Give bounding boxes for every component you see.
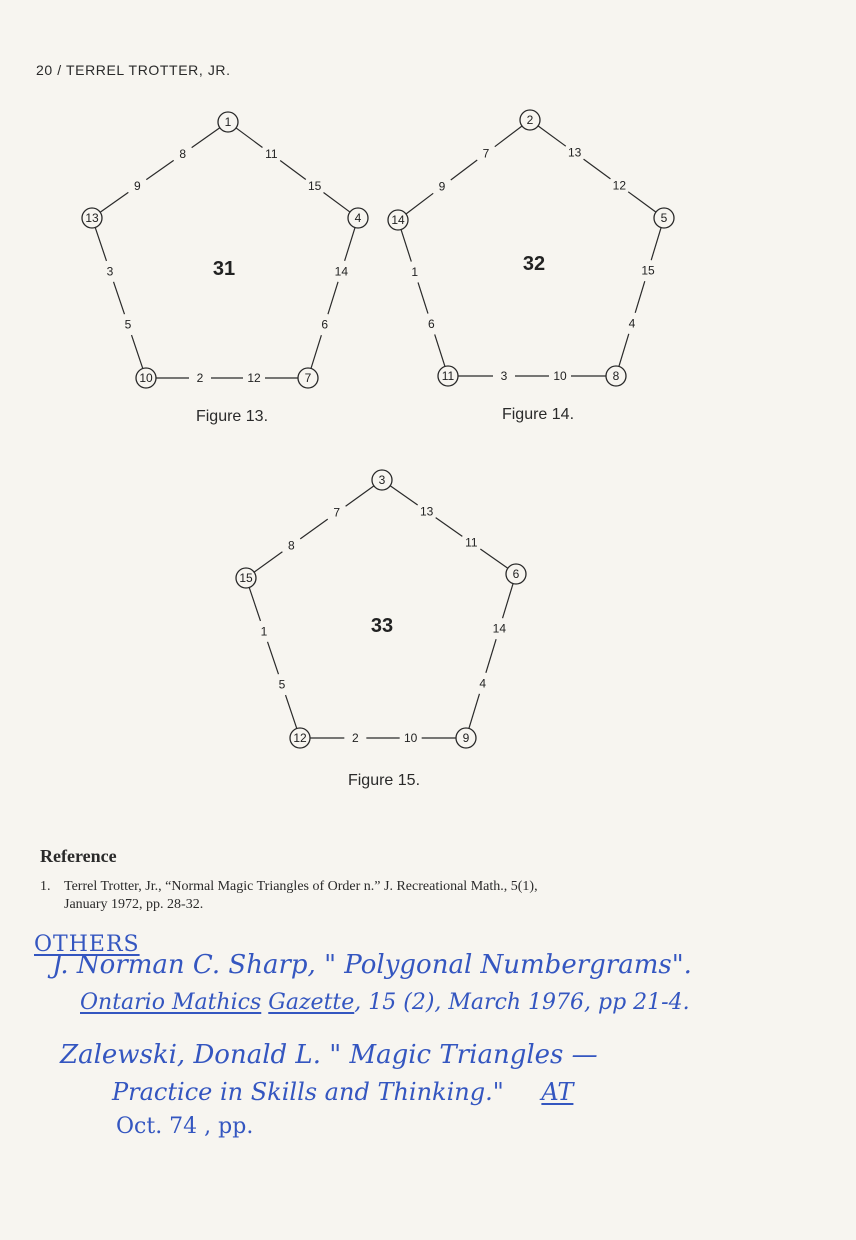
- figure-15: [236, 470, 526, 748]
- magic-sum: 32: [522, 253, 546, 275]
- edge-number: 10: [553, 369, 567, 383]
- handwritten-journal-name: Ontario Mathics: [80, 990, 262, 1015]
- figure-13-caption: Figure 13.: [195, 408, 269, 425]
- vertex-number: 3: [378, 473, 386, 487]
- vertex-number: 12: [293, 731, 307, 745]
- edge-number: 6: [427, 317, 435, 331]
- edge-number: 5: [124, 317, 132, 332]
- edge-segment: [480, 549, 507, 568]
- edge-segment: [345, 228, 355, 261]
- edge-number: 12: [247, 371, 261, 385]
- edge-number: 10: [403, 731, 418, 745]
- vertex-number: 5: [660, 211, 668, 225]
- edge-segment: [418, 282, 428, 313]
- edge-segment: [268, 642, 279, 674]
- edge-number: 1: [411, 265, 419, 279]
- handwritten-journal-at: AT: [541, 1078, 574, 1106]
- edge-number: 14: [492, 621, 507, 636]
- edge-segment: [311, 335, 321, 368]
- vertex-number: 10: [139, 371, 153, 385]
- handwritten-line-4: [112, 1078, 573, 1106]
- edge-number: 14: [334, 264, 349, 279]
- figure-15-caption: Figure 15.: [347, 772, 421, 789]
- edge-number: 13: [567, 145, 582, 160]
- edge-number: 7: [482, 146, 490, 161]
- edge-number: 9: [133, 179, 141, 193]
- figure-14-caption: Figure 14.: [501, 406, 575, 423]
- reference-number: 1.: [40, 879, 51, 894]
- edge-number: 12: [612, 178, 627, 193]
- edge-segment: [436, 518, 463, 537]
- edge-segment: [584, 159, 611, 179]
- edge-segment: [435, 334, 445, 366]
- handwritten-heading: OTHERS: [34, 932, 140, 957]
- edge-segment: [401, 230, 411, 262]
- vertex-number: 9: [462, 731, 470, 745]
- edge-number: 6: [321, 317, 329, 332]
- edge-number: 8: [287, 538, 295, 553]
- edge-number: 5: [278, 677, 286, 692]
- edge-number: 3: [500, 369, 508, 383]
- edge-segment: [146, 160, 173, 179]
- edge-segment: [538, 126, 566, 146]
- edge-segment: [346, 486, 374, 506]
- edge-segment: [114, 282, 125, 314]
- edge-segment: [628, 192, 656, 212]
- edge-segment: [619, 334, 629, 367]
- edge-segment: [280, 161, 306, 180]
- edge-number: 13: [419, 504, 434, 519]
- edge-segment: [286, 695, 297, 728]
- edge-number: 11: [265, 147, 278, 161]
- edge-number: 3: [106, 264, 114, 279]
- edge-number: 7: [333, 505, 341, 520]
- vertex-number: 6: [512, 567, 520, 581]
- edge-segment: [300, 519, 327, 539]
- edge-segment: [95, 227, 106, 260]
- handwritten-issue: , 15 (2), March 1976, pp 21-4.: [354, 990, 690, 1015]
- figure-14: [388, 110, 674, 386]
- handwritten-title-end: Practice in Skills and Thinking.": [112, 1078, 504, 1106]
- edge-number: 15: [307, 179, 322, 193]
- edge-number: 11: [465, 535, 478, 550]
- edge-segment: [451, 160, 477, 180]
- vertex-number: 7: [304, 371, 312, 385]
- edge-segment: [254, 552, 282, 572]
- reference-line-2: January 1972, pp. 28-32.: [64, 897, 204, 912]
- vertex-number: 8: [612, 369, 620, 383]
- vertex-number: 2: [526, 113, 534, 127]
- edge-segment: [469, 694, 480, 729]
- edge-segment: [249, 587, 260, 620]
- edge-segment: [503, 584, 514, 619]
- vertex-number: 4: [354, 211, 362, 225]
- edge-segment: [132, 335, 143, 368]
- edge-segment: [236, 128, 262, 148]
- edge-number: 2: [196, 371, 204, 385]
- handwritten-journal-gazette: Gazette: [268, 990, 355, 1015]
- running-head: 20 / TERREL TROTTER, JR.: [36, 62, 231, 78]
- reference-item: [40, 878, 740, 914]
- edge-segment: [651, 228, 661, 261]
- edge-segment: [406, 193, 433, 214]
- handwritten-line-3: Zalewski, Donald L. " Magic Triangles —: [60, 1040, 598, 1070]
- vertex-number: 1: [224, 115, 232, 129]
- edge-segment: [100, 192, 128, 212]
- magic-sum: 33: [370, 615, 394, 637]
- edge-number: 2: [351, 731, 359, 745]
- magic-sum: 31: [212, 258, 236, 280]
- edge-number: 15: [641, 263, 655, 278]
- edge-number: 4: [628, 316, 636, 331]
- reference-heading: Reference: [40, 846, 117, 866]
- edge-segment: [486, 639, 496, 673]
- reference-line-1: Terrel Trotter, Jr., “Normal Magic Triangles of Order n.” J. Recreational Math., 5(1),: [64, 879, 538, 894]
- edge-segment: [495, 126, 522, 147]
- edge-number: 1: [260, 624, 268, 639]
- edge-number: 9: [438, 179, 446, 194]
- edge-segment: [328, 282, 338, 314]
- handwritten-line-1: J. Norman C. Sharp, " Polygonal Numbergrams".: [52, 950, 692, 980]
- handwritten-line-2: [80, 990, 690, 1015]
- vertex-number: 13: [85, 211, 99, 225]
- vertex-number: 14: [391, 213, 405, 227]
- edge-segment: [192, 128, 220, 148]
- edge-number: 4: [479, 676, 487, 691]
- edge-segment: [635, 281, 645, 313]
- vertex-number: 15: [239, 571, 253, 585]
- figure-13: [82, 112, 368, 388]
- edge-segment: [324, 193, 350, 213]
- edge-segment: [390, 486, 417, 505]
- edge-number: 8: [179, 147, 187, 161]
- vertex-number: 11: [441, 369, 455, 383]
- handwritten-line-5: Oct. 74 , pp.: [116, 1114, 254, 1139]
